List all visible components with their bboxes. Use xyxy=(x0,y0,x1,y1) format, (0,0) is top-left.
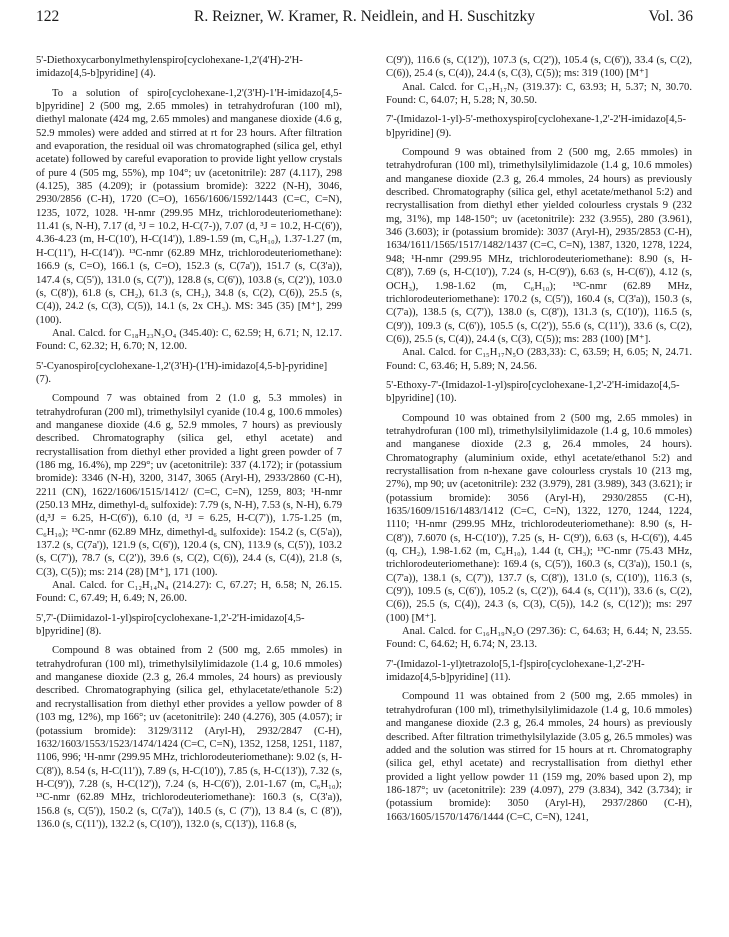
compound-4-title: 5'-Diethoxycarbonylmethylenspiro[cyclohexane-1,2'(4'H)-2'H-imidazo[4,5-b]pyridine] (4). xyxy=(36,55,303,80)
page-number: 122 xyxy=(36,8,60,25)
compound-7-procedure: Compound 7 was obtained from 2 (1.0 g, 5.3 mmoles) in tetrahydrofuran (200 ml), trimethylsilyl cyanide (10.4 g, 100.6 mmoles) and manganese dioxide (4.6 g, 52.9 mmoles, 7 hours) as previously described. Chromatography (silica gel, ethyl acetate) and recrystallisation from diethyl ether provided a light green powder of 7 (186 mg, 16.4%), mp 229°; uv (acetonitrile): 337 (4.172); ir (potassium bromide): 3346 (N-H), 3200, 3147, 3065 (Aryl-H), 2933/2860 (C-H), 2211 (CN), 1622/1606/1515/1412/ (C=C, C=N), 1259, 803; ¹H-nmr (250.13 MHz, dimethyl-d₆ sulfoxide): 7.79 (s, N-H), 7.53 (s, N-H), 6.79 (d,³J = 6.25, H-C(6')), 6.10 (d, ³J = 6.25, H-C(7')), 1.75-1.25 (m, C₆H₁₀); ¹³C-nmr (62.89 MHz, dimethyl-d₆ sulfoxide): 154.2 (s, C(5'a)), 137.2 (s, C(7a')), 121.9 (s, C(6')), 120.4 (s, CN), 113.9 (s, C(5')), 103.2 (s, C(7')), 78.7 (s, C(2')), 39.6 (s, C(2), C(6)), 24.4 (s, C(4)), 21.8 (s, C(3), C(5)); ms: 214 (28) [M⁺], 171 (100). xyxy=(36,393,342,578)
compound-10-procedure: Compound 10 was obtained from 2 (500 mg, 2.65 mmoles) in tetrahydrofuran (100 ml), trimethylsilylimidazole (1.4 g, 10.6 mmoles) and manganese dioxide (2.3 g, 26.4 mmoles, 24 hours). Chromatography (aluminium oxide, ethyl acetate/ethanol 5:2) and recrystallisation from n-hexane gave colourless crystals 10 (213 mg, 27%), mp 90; uv (acetonitrile): 232 (3.979), 281 (3.989), 343 (3.621); ir (potassium bromide): 3056 (Aryl-H), 2930/2855 (C-H), 1635/1609/1516/1483/1412 (C=C, C=N), 1322, 1270, 1244, 1224, 1110; ¹H-nmr (299.95 MHz, trichlorodeuteriomethane): 8.90 (s, H-C(8')), 7.6070 (s, H-C(10')), 7.25 (s, H- C(9')), 6.63 (s, H-C(6')), 4.45 (q, CH₂), 1.98-1.62 (m, C₆H₁₀), 1.44 (t, CH₃); ¹³C-nmr (75.43 MHz, trichlorodeuteriomethane): 169.4 (s, C(5')), 160.3 (s, C(3'a)), 150.1 (s, C(7'a)), 138.1 (s, C(7')), 137.7 (s, C(8')), 131.0 (s, C(10')), 116.3 (s, C(9')), 109.5 (s, C(6')), 105.2 (s, C(2')), 64.4 (s, C(11')), 33.6 (s, C(2), C(6)), 25.5 (s, C(4)), 24.3 (s, C(3), C(5)), 14.2 (s, C(12')); ms: 297 (100) [M⁺]. xyxy=(386,412,692,624)
compound-7-analysis: Anal. Calcd. for C₁₂H₁₄N₄ (214.27): C, 67.27; H, 6.58; N, 26.15. Found: C, 67.49; H, 6.49; N, 26.00. xyxy=(36,580,342,605)
running-title: R. Reizner, W. Kramer, R. Neidlein, and H. Suschitzky xyxy=(194,8,535,25)
compound-11-procedure: Compound 11 was obtained from 2 (500 mg, 2.65 mmoles) in tetrahydrofuran (100 ml), trimethylsilylimidazole (1.4 g, 10.6 mmoles) and manganese dioxide (2.3 g, 26.4 mmoles, 24 hours) as previously described. After filtration trimethylsilylazide (3.05 g, 26.5 mmoles) was added and the solution was stirred for 15 hours at rt. Chromatography (silica gel, ethyl acetate) and recrystallisation from diethyl ether provided a light yellow powder 11 (159 mg, 20% based upon 2), mp 186-187°; uv (acetonitrile): 239 (4.097), 279 (3.834), 342 (3.734); ir (potassium bromide): 3050 (Aryl-H), 2937/2860 (C-H), 1663/1605/1570/1476/1444 (C=C, C=N), 1241, xyxy=(386,691,692,823)
compound-11-title: 7'-(Imidazol-1-yl)tetrazolo[5,1-f]spiro[cyclohexane-1,2'-2'H-imidazo[4,5-b]pyridine] (11). xyxy=(386,658,645,684)
compound-7-title: 5'-Cyanospiro[cyclohexane-1,2'(3'H)-(1'H)-imidazo[4,5-b]-pyridine] (7). xyxy=(36,360,328,385)
compound-10-title: 5'-Ethoxy-7'-(Imidazol-1-yl)spiro[cyclohexane-1,2'-2'H-imidazo[4,5-b]pyridine] (10). xyxy=(386,379,680,405)
left-column xyxy=(36,54,342,929)
compound-9-procedure: Compound 9 was obtained from 2 (500 mg, 2.65 mmoles) in tetrahydrofuran (100 ml), trimethylsilylimidazole (1.4 g, 10.6 mmoles) and manganese dioxide (2.3 g, 26.4 mmoles, 24 hours) as previously described. Chromatography (silica gel, ethyl acetate/methanol 5:2) and recrystallisation from diethyl ether yielded colourless crystals 9 (232 mg, 31%), mp 148-150°; uv (acetonitrile): 232 (3.955), 280 (3.961), 346 (3.603); ir (potassium bromide): 3037 (Aryl-H), 2935/2853 (C-H), 1634/1611/1565/1517/1482/1437 (C=C, C=N), 1387, 1320, 1278, 1224, 948; ¹H-nmr (299.95 MHz, trichlorodeuteriomethane): 8.90 (s, H-C(8')), 7.69 (s, H-C(10')), 7.24 (s, H-C(9')), 6.63 (s, H-C(6')), 4.12 (s, OCH₃), 1.98-1.62 (m, C₆H₁₀); ¹³C-nmr (62.89 MHz, trichlorodeuteriomethane): 170.2 (s, C(5')), 160.4 (s, C(3'a)), 150.3 (s, C(7'a)), 138.5 (s, C(7')), 138.0 (s, C(8')), 131.3 (s, C(10')), 116.5 (s, C(9')), 109.3 (s, C(6')), 105.5 (s, C(2')), 55.6 (s, C(11')), 33.6 (s, C(2), C(6)), 25.5 (s, C(4)), 24.4 (s, C(3), C(5)); ms: 283 (100) [M⁺]. xyxy=(386,147,692,345)
page-header xyxy=(36,8,693,34)
compound-10-analysis: Anal. Calcd. for C₁₆H₁₉N₅O (297.36): C, 64.63; H, 6.44; N, 23.55. Found: C, 64.62; H, 6.74; N, 23.13. xyxy=(386,626,692,651)
compound-8-procedure: Compound 8 was obtained from 2 (500 mg, 2.65 mmoles) in tetrahydrofuran (100 ml), trimethylsilylimidazole (1.4 g, 10.6 mmoles) and manganese dioxide (2.3 g, 26.4 mmoles, 24 hours) as previously described. Chromatographying (silica gel, ethylacetate/ethanole 5:2) and recrystallisation from diethyl ether provides a yellow powder of 8 (103 mg, 12%), mp 166°; uv (acetonitrile): 240 (4.276), 305 (4.057); ir (potassium bromide): 3129/3112 (Aryl-H), 2932/2847 (C-H), 1632/1603/1553/1523/1474/1424 (C=C, C=N), 1352, 1258, 1251, 1187, 1106, 996; ¹H-nmr (299.95 MHz, trichlorodeuteriomethane): 9.02 (s, H-C(8')), 8.54 (s, H-C(11')), 7.89 (s, H-C(10')), 7.85 (s, H-C(13')), 7.32 (s, H-C(9')), 7.28 (s, H-C(12')), 7.24 (s, H-C(6')), 2.01-1.67 (m, C₆H₁₀); ¹³C-nmr (62.89 MHz, trichlorodeuteriomethane): 160.3 (s, C(3'a)), 156.8 (s, C(5')), 150.2 (s, C(7a')), 140.5 (s, C (7')), 13 8.4 (s, C (8')), 136.0 (s, C(11')), 132.2 (s, C(10')), 132.0 (s, C(13')), 116.8 (s, xyxy=(36,645,342,830)
compound-8-title: 5',7'-(Diimidazol-1-yl)spiro[cyclohexane-1,2'-2'H-imidazo[4,5-b]pyridine] (8). xyxy=(36,612,305,638)
compound-8-analysis: Anal. Calcd. for C₁₇H₁₇N₇ (319.37): C, 63.93; H, 5.37; N, 30.70. Found: C, 64.07; H, 5.28; N, 30.50. xyxy=(386,81,692,107)
compound-9-title: 7'-(Imidazol-1-yl)-5'-methoxyspiro[cyclohexane-1,2'-2'H-imidazo[4,5-b]pyridine] (9). xyxy=(386,114,687,139)
volume-label: Vol. 36 xyxy=(648,8,693,25)
compound-4-procedure: To a solution of spiro[cyclohexane-1,2'(3'H)-1'H-imidazo[4,5-b]pyridine] 2 (500 mg, 2.65 mmoles) in tetrahydrofuran (100 ml), diethyl malonate (424 mg, 2.65 mmoles) and manganese dioxide (4.6 g, 52.9 mmoles) were added and stirred at rt for 23 hours. After filtration and evaporation, the residual oil was chromatographed (silica gel, ethyl acetate) followed by careful evaporation to provide light yellow crystals of pure 4 (505 mg, 55%), mp 104°; uv (acetonitrile): 287 (4.117), 298 (4.125), 385 (4.209); ir (potassium bromide): 3222 (N-H), 3046, 2930/2856 (C-H), 1720 (C=O), 1656/1606/1592/1443 (C=C, C=N), 1235, 1072, 1028. ¹H-nmr (299.95 MHz, trichlorodeuteriomethane): 11.41 (s, N-H), 7.17 (d, ³J = 10.2, H-C(7-)), 7.07 (d, ³J = 10.2, H-C(6')), 4.36-4.23 (m, H-C(10'), H-C(14')), 1.89-1.59 (m, C₆H₁₀), 1.37-1.27 (m, H-C(11'), H-C(14')). ¹³C-nmr (62.89 MHz, trichlorodeuteriomethane): 166.9 (s, C=O), 166.1 (s, C=O), 152.3 (s, C(7a')), 151.7 (s, C(3'a)), 147.4 (s, C(5')), 131.0 (s, C(7')), 128.8 (s, C(6')), 103.8 (s, C(2')), 103.0 (s, C(8')), 61.8 (s, CH₂), 61.3 (s, CH₂), 34.8 (s, C(2), C(6)), 25.5 (s, C(4)), 24.2 (s, C(3), C(5)), 14.1 (s, 2x CH₃). MS: 345 (35) [M⁺], 299 (100). xyxy=(36,87,342,326)
right-column xyxy=(386,54,692,929)
compound-9-analysis: Anal. Calcd. for C₁₅H₁₇N₅O (283,33): C, 63.59; H, 6.05; N, 24.71. Found: C, 63.46; H, 5.89; N, 24.56. xyxy=(386,347,692,372)
compound-8-procedure-continued: C(9')), 116.6 (s, C(12')), 107.3 (s, C(2')), 105.4 (s, C(6')), 33.4 (s, C(2), C(6)), 25.4 (s, C(4)), 24.4 (s, C(3), C(5)); ms: 319 (100) [M⁺] xyxy=(386,55,692,80)
compound-4-analysis: Anal. Calcd. for C₁₈H₂₃N₃O₄ (345.40): C, 62.59; H, 6.71; N, 12.17. Found: C, 62.32; H, 6.70; N, 12.00. xyxy=(36,327,342,353)
